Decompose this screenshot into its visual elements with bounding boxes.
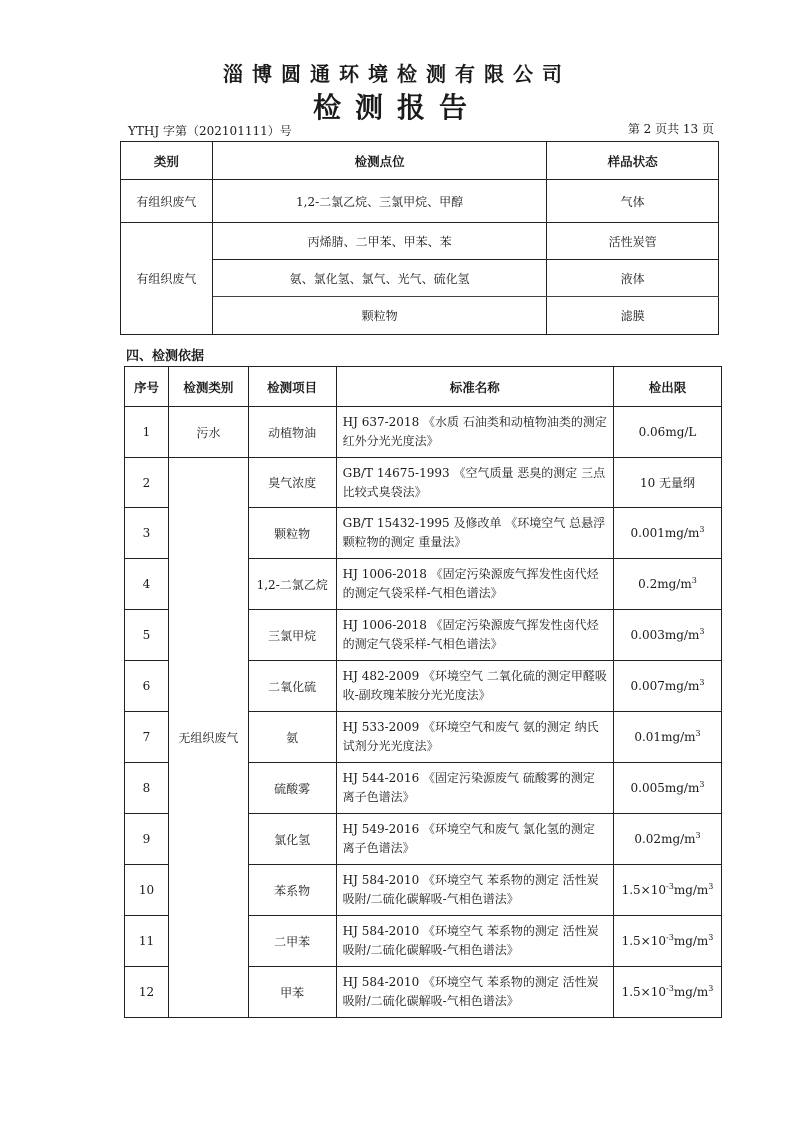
header-limit: 检出限 xyxy=(613,367,721,407)
cell-no: 7 xyxy=(125,712,169,763)
limit-superscript: 3 xyxy=(699,780,705,789)
cell-item: 硫酸雾 xyxy=(248,763,336,814)
cell-limit xyxy=(613,865,721,916)
limit-superscript: 3 xyxy=(695,729,701,738)
cell-standard: HJ 584-2010 《环境空气 苯系物的测定 活性炭吸附/二硫化碳解吸-气相色谱法》 xyxy=(336,865,613,916)
page-number: 第 2 页共 13 页 xyxy=(627,122,714,136)
basis-table xyxy=(124,366,722,1018)
cell-category: 无组织废气 xyxy=(168,458,248,1018)
cell-no: 5 xyxy=(125,610,169,661)
cell-standard: HJ 544-2016 《固定污染源废气 硫酸雾的测定 离子色谱法》 xyxy=(336,763,613,814)
header-category: 检测类别 xyxy=(168,367,248,407)
cell-point: 1,2-二氯乙烷、三氯甲烷、甲醇 xyxy=(212,180,546,223)
cell-item: 氯化氢 xyxy=(248,814,336,865)
cell-category: 有组织废气 xyxy=(121,180,213,223)
table-row xyxy=(125,458,722,508)
limit-value: 0.01mg/m xyxy=(634,730,696,744)
cell-no: 2 xyxy=(125,458,169,508)
cell-limit: 0.06mg/L xyxy=(613,407,721,458)
limit-value: 0.005mg/m xyxy=(630,781,700,795)
cell-item: 1,2-二氯乙烷 xyxy=(248,559,336,610)
limit-prefix: 1.5×10 xyxy=(621,985,667,999)
cell-item: 颗粒物 xyxy=(248,508,336,559)
cell-limit xyxy=(613,661,721,712)
cell-standard: HJ 549-2016 《环境空气和废气 氯化氢的测定 离子色谱法》 xyxy=(336,814,613,865)
limit-superscript: 3 xyxy=(708,984,714,993)
limit-value: 0.001mg/m xyxy=(630,526,700,540)
cell-state: 滤膜 xyxy=(547,297,719,335)
cell-no: 4 xyxy=(125,559,169,610)
sample-table xyxy=(120,141,719,335)
cell-item: 臭气浓度 xyxy=(248,458,336,508)
cell-state: 气体 xyxy=(547,180,719,223)
cell-no: 1 xyxy=(125,407,169,458)
report-number: YTHJ 字第（202101111）号 xyxy=(128,124,292,138)
cell-limit xyxy=(613,508,721,559)
cell-state: 液体 xyxy=(547,260,719,297)
cell-limit xyxy=(613,916,721,967)
cell-limit xyxy=(613,967,721,1018)
limit-value: 0.007mg/m xyxy=(630,679,700,693)
limit-value: mg/m xyxy=(673,883,709,897)
cell-no: 11 xyxy=(125,916,169,967)
cell-limit xyxy=(613,763,721,814)
table-row xyxy=(121,180,719,223)
cell-standard: HJ 533-2009 《环境空气和废气 氨的测定 纳氏试剂分光光度法》 xyxy=(336,712,613,763)
limit-prefix: 1.5×10 xyxy=(621,934,667,948)
limit-value: 0.2mg/m xyxy=(638,577,692,591)
cell-category: 有组织废气 xyxy=(121,223,213,335)
table-header-row xyxy=(121,142,719,180)
cell-limit xyxy=(613,559,721,610)
company-name: 淄博圆通环境检测有限公司 xyxy=(223,62,571,86)
header-state: 样品状态 xyxy=(547,142,719,180)
cell-standard: HJ 1006-2018 《固定污染源废气挥发性卤代烃的测定气袋采样-气相色谱法》 xyxy=(336,559,613,610)
limit-value: 0.02mg/m xyxy=(634,832,696,846)
limit-value: mg/m xyxy=(673,934,709,948)
cell-item: 二氧化硫 xyxy=(248,661,336,712)
cell-point: 氨、氯化氢、氯气、光气、硫化氢 xyxy=(212,260,546,297)
limit-exponent: -3 xyxy=(666,984,674,993)
limit-exponent: -3 xyxy=(666,882,674,891)
cell-item: 动植物油 xyxy=(248,407,336,458)
table-header-row xyxy=(125,367,722,407)
cell-no: 12 xyxy=(125,967,169,1018)
cell-item: 氨 xyxy=(248,712,336,763)
cell-item: 二甲苯 xyxy=(248,916,336,967)
cell-no: 6 xyxy=(125,661,169,712)
table-row xyxy=(121,223,719,260)
cell-standard: HJ 584-2010 《环境空气 苯系物的测定 活性炭吸附/二硫化碳解吸-气相色谱法》 xyxy=(336,916,613,967)
cell-no: 9 xyxy=(125,814,169,865)
cell-no: 10 xyxy=(125,865,169,916)
limit-superscript: 3 xyxy=(699,678,705,687)
cell-point: 颗粒物 xyxy=(212,297,546,335)
cell-limit xyxy=(613,814,721,865)
limit-superscript: 3 xyxy=(708,933,714,942)
cell-limit xyxy=(613,610,721,661)
limit-superscript: 3 xyxy=(695,831,701,840)
cell-no: 3 xyxy=(125,508,169,559)
cell-standard: HJ 482-2009 《环境空气 二氧化硫的测定甲醛吸收-副玫瑰苯胺分光光度法》 xyxy=(336,661,613,712)
cell-standard: HJ 1006-2018 《固定污染源废气挥发性卤代烃的测定气袋采样-气相色谱法》 xyxy=(336,610,613,661)
table-row xyxy=(125,407,722,458)
header-category: 类别 xyxy=(121,142,213,180)
cell-category: 污水 xyxy=(168,407,248,458)
limit-value: mg/m xyxy=(673,985,709,999)
header-point: 检测点位 xyxy=(212,142,546,180)
header-no: 序号 xyxy=(125,367,169,407)
cell-item: 甲苯 xyxy=(248,967,336,1018)
cell-standard: GB/T 14675-1993 《空气质量 恶臭的测定 三点比较式臭袋法》 xyxy=(336,458,613,508)
cell-standard: HJ 584-2010 《环境空气 苯系物的测定 活性炭吸附/二硫化碳解吸-气相色谱法》 xyxy=(336,967,613,1018)
limit-prefix: 1.5×10 xyxy=(621,883,667,897)
header-item: 检测项目 xyxy=(248,367,336,407)
cell-standard: HJ 637-2018 《水质 石油类和动植物油类的测定 红外分光光度法》 xyxy=(336,407,613,458)
cell-limit: 10 无量纲 xyxy=(613,458,721,508)
cell-no: 8 xyxy=(125,763,169,814)
cell-item: 苯系物 xyxy=(248,865,336,916)
header-standard: 标准名称 xyxy=(336,367,613,407)
cell-point: 丙烯腈、二甲苯、甲苯、苯 xyxy=(212,223,546,260)
limit-value: 0.003mg/m xyxy=(630,628,700,642)
limit-superscript: 3 xyxy=(699,525,705,534)
limit-superscript: 3 xyxy=(699,627,705,636)
cell-item: 三氯甲烷 xyxy=(248,610,336,661)
limit-exponent: -3 xyxy=(666,933,674,942)
limit-superscript: 3 xyxy=(691,576,697,585)
section-title: 四、检测依据 xyxy=(126,349,205,364)
cell-standard: GB/T 15432-1995 及修改单 《环境空气 总悬浮颗粒物的测定 重量法》 xyxy=(336,508,613,559)
limit-superscript: 3 xyxy=(708,882,714,891)
cell-limit xyxy=(613,712,721,763)
report-title: 检测报告 xyxy=(312,91,481,124)
cell-state: 活性炭管 xyxy=(547,223,719,260)
